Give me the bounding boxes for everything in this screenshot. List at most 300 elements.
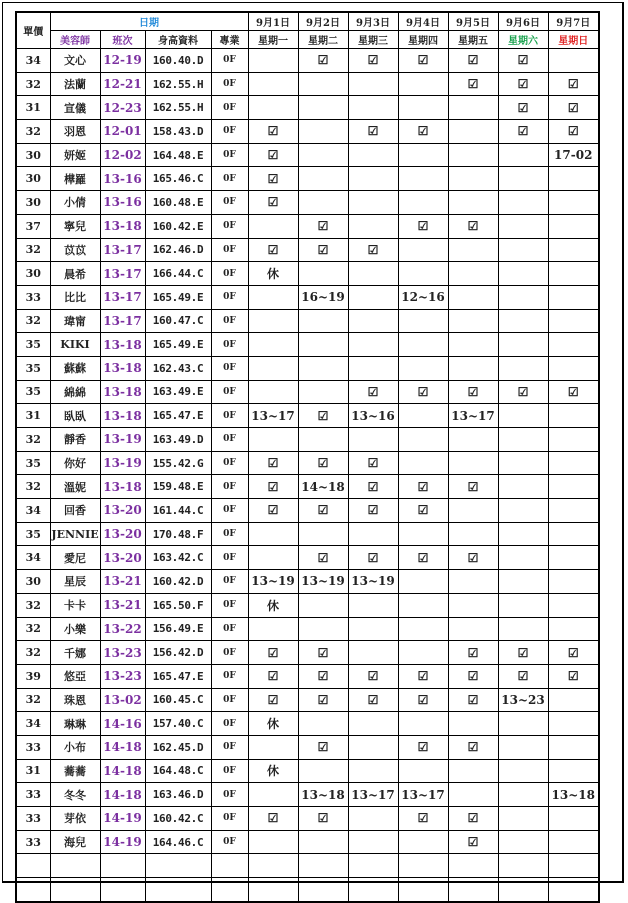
day-cell[interactable]	[548, 546, 599, 570]
day-cell[interactable]	[548, 214, 599, 238]
day-cell[interactable]	[298, 167, 348, 191]
checkbox-checked-icon[interactable]: ☑	[467, 479, 479, 494]
day-cell[interactable]	[398, 262, 448, 286]
day-cell[interactable]	[398, 522, 448, 546]
checkbox-checked-icon[interactable]: ☑	[567, 669, 579, 684]
day-cell[interactable]	[248, 878, 298, 902]
day-cell[interactable]	[248, 120, 298, 144]
checkbox-checked-icon[interactable]: ☑	[367, 503, 379, 518]
day-cell[interactable]	[548, 641, 599, 665]
checkbox-checked-icon[interactable]: ☑	[367, 242, 379, 257]
day-cell[interactable]	[398, 475, 448, 499]
day-cell[interactable]	[348, 712, 398, 736]
day-cell[interactable]	[298, 688, 348, 712]
checkbox-checked-icon[interactable]: ☑	[567, 124, 579, 139]
day-cell[interactable]	[548, 191, 599, 215]
day-cell[interactable]: 13~17	[398, 783, 448, 807]
day-cell[interactable]	[498, 522, 548, 546]
checkbox-checked-icon[interactable]: ☑	[367, 692, 379, 707]
day-cell[interactable]	[448, 759, 498, 783]
day-cell[interactable]	[248, 214, 298, 238]
day-cell[interactable]	[398, 688, 448, 712]
day-cell[interactable]: 13~23	[498, 688, 548, 712]
day-cell[interactable]	[448, 309, 498, 333]
checkbox-checked-icon[interactable]: ☑	[317, 219, 329, 234]
day-cell[interactable]	[298, 333, 348, 357]
day-cell[interactable]	[348, 475, 398, 499]
day-cell[interactable]	[348, 641, 398, 665]
day-cell[interactable]	[548, 72, 599, 96]
day-cell[interactable]	[498, 49, 548, 73]
checkbox-checked-icon[interactable]: ☑	[267, 503, 279, 518]
day-cell[interactable]	[498, 783, 548, 807]
day-cell[interactable]	[498, 878, 548, 902]
day-cell[interactable]	[548, 49, 599, 73]
day-cell[interactable]	[448, 143, 498, 167]
day-cell[interactable]	[348, 617, 398, 641]
day-cell[interactable]	[298, 380, 348, 404]
day-cell[interactable]	[398, 664, 448, 688]
checkbox-checked-icon[interactable]: ☑	[417, 124, 429, 139]
day-cell[interactable]: 休	[248, 593, 298, 617]
day-cell[interactable]	[248, 285, 298, 309]
day-cell[interactable]	[448, 238, 498, 262]
day-cell[interactable]	[398, 120, 448, 144]
day-cell[interactable]	[498, 120, 548, 144]
checkbox-checked-icon[interactable]: ☑	[467, 669, 479, 684]
checkbox-checked-icon[interactable]: ☑	[567, 645, 579, 660]
day-cell[interactable]	[548, 688, 599, 712]
day-cell[interactable]	[448, 712, 498, 736]
day-cell[interactable]	[298, 238, 348, 262]
day-cell[interactable]	[398, 428, 448, 452]
day-cell[interactable]	[348, 285, 398, 309]
day-cell[interactable]	[248, 617, 298, 641]
day-cell[interactable]	[248, 309, 298, 333]
day-cell[interactable]	[348, 72, 398, 96]
checkbox-checked-icon[interactable]: ☑	[367, 669, 379, 684]
day-cell[interactable]	[348, 830, 398, 854]
checkbox-checked-icon[interactable]: ☑	[367, 550, 379, 565]
day-cell[interactable]	[498, 380, 548, 404]
day-cell[interactable]	[398, 49, 448, 73]
day-cell[interactable]	[498, 735, 548, 759]
day-cell[interactable]	[398, 854, 448, 878]
checkbox-checked-icon[interactable]: ☑	[417, 384, 429, 399]
day-cell[interactable]	[548, 451, 599, 475]
day-cell[interactable]	[448, 214, 498, 238]
day-cell[interactable]	[248, 783, 298, 807]
day-cell[interactable]	[398, 380, 448, 404]
checkbox-checked-icon[interactable]: ☑	[417, 503, 429, 518]
checkbox-checked-icon[interactable]: ☑	[417, 479, 429, 494]
checkbox-checked-icon[interactable]: ☑	[467, 77, 479, 92]
day-cell[interactable]	[248, 451, 298, 475]
day-cell[interactable]	[248, 49, 298, 73]
checkbox-checked-icon[interactable]: ☑	[267, 242, 279, 257]
day-cell[interactable]	[448, 593, 498, 617]
checkbox-checked-icon[interactable]: ☑	[317, 456, 329, 471]
day-cell[interactable]	[548, 664, 599, 688]
checkbox-checked-icon[interactable]: ☑	[567, 384, 579, 399]
day-cell[interactable]	[498, 96, 548, 120]
day-cell[interactable]	[448, 262, 498, 286]
day-cell[interactable]	[448, 167, 498, 191]
day-cell[interactable]	[298, 735, 348, 759]
day-cell[interactable]	[398, 617, 448, 641]
day-cell[interactable]	[448, 120, 498, 144]
day-cell[interactable]	[498, 356, 548, 380]
checkbox-checked-icon[interactable]: ☑	[417, 669, 429, 684]
day-cell[interactable]	[448, 96, 498, 120]
day-cell[interactable]	[548, 333, 599, 357]
day-cell[interactable]	[348, 664, 398, 688]
day-cell[interactable]	[498, 617, 548, 641]
day-cell[interactable]	[398, 404, 448, 428]
day-cell[interactable]	[298, 759, 348, 783]
checkbox-checked-icon[interactable]: ☑	[567, 100, 579, 115]
checkbox-checked-icon[interactable]: ☑	[467, 550, 479, 565]
day-cell[interactable]	[298, 807, 348, 831]
day-cell[interactable]	[448, 735, 498, 759]
checkbox-checked-icon[interactable]: ☑	[467, 219, 479, 234]
day-cell[interactable]	[298, 451, 348, 475]
day-cell[interactable]	[348, 499, 398, 523]
day-cell[interactable]	[448, 72, 498, 96]
day-cell[interactable]: 休	[248, 262, 298, 286]
day-cell[interactable]	[448, 688, 498, 712]
day-cell[interactable]	[248, 522, 298, 546]
checkbox-checked-icon[interactable]: ☑	[317, 669, 329, 684]
checkbox-checked-icon[interactable]: ☑	[517, 124, 529, 139]
day-cell[interactable]	[348, 878, 398, 902]
checkbox-checked-icon[interactable]: ☑	[517, 645, 529, 660]
day-cell[interactable]: 13~17	[248, 404, 298, 428]
day-cell[interactable]: 13~17	[348, 783, 398, 807]
day-cell[interactable]	[498, 404, 548, 428]
day-cell[interactable]	[398, 830, 448, 854]
day-cell[interactable]	[548, 830, 599, 854]
day-cell[interactable]	[548, 759, 599, 783]
day-cell[interactable]	[548, 475, 599, 499]
day-cell[interactable]	[348, 807, 398, 831]
day-cell[interactable]	[298, 878, 348, 902]
checkbox-checked-icon[interactable]: ☑	[267, 669, 279, 684]
checkbox-checked-icon[interactable]: ☑	[467, 692, 479, 707]
day-cell[interactable]	[448, 475, 498, 499]
checkbox-checked-icon[interactable]: ☑	[267, 479, 279, 494]
day-cell[interactable]	[548, 617, 599, 641]
day-cell[interactable]	[298, 854, 348, 878]
checkbox-checked-icon[interactable]: ☑	[267, 171, 279, 186]
day-cell[interactable]	[548, 96, 599, 120]
day-cell[interactable]	[348, 688, 398, 712]
day-cell[interactable]	[498, 712, 548, 736]
day-cell[interactable]	[398, 451, 448, 475]
checkbox-checked-icon[interactable]: ☑	[267, 645, 279, 660]
day-cell[interactable]	[298, 641, 348, 665]
checkbox-checked-icon[interactable]: ☑	[517, 669, 529, 684]
day-cell[interactable]	[498, 238, 548, 262]
day-cell[interactable]	[398, 878, 448, 902]
day-cell[interactable]	[398, 499, 448, 523]
checkbox-checked-icon[interactable]: ☑	[367, 479, 379, 494]
day-cell[interactable]	[448, 499, 498, 523]
day-cell[interactable]	[548, 593, 599, 617]
day-cell[interactable]	[548, 356, 599, 380]
checkbox-checked-icon[interactable]: ☑	[417, 811, 429, 826]
day-cell[interactable]	[298, 522, 348, 546]
day-cell[interactable]	[498, 214, 548, 238]
day-cell[interactable]	[298, 546, 348, 570]
day-cell[interactable]: 休	[248, 712, 298, 736]
day-cell[interactable]	[448, 333, 498, 357]
checkbox-checked-icon[interactable]: ☑	[467, 740, 479, 755]
day-cell[interactable]	[448, 664, 498, 688]
day-cell[interactable]	[248, 356, 298, 380]
day-cell[interactable]	[548, 807, 599, 831]
day-cell[interactable]	[398, 167, 448, 191]
day-cell[interactable]	[348, 262, 398, 286]
day-cell[interactable]	[248, 854, 298, 878]
day-cell[interactable]	[348, 854, 398, 878]
day-cell[interactable]: 12~16	[398, 285, 448, 309]
checkbox-checked-icon[interactable]: ☑	[267, 456, 279, 471]
day-cell[interactable]	[498, 546, 548, 570]
day-cell[interactable]	[498, 72, 548, 96]
day-cell[interactable]	[548, 120, 599, 144]
day-cell[interactable]	[348, 214, 398, 238]
day-cell[interactable]	[498, 451, 548, 475]
day-cell[interactable]	[398, 570, 448, 594]
day-cell[interactable]	[548, 878, 599, 902]
day-cell[interactable]	[398, 333, 448, 357]
day-cell[interactable]: 13~18	[298, 783, 348, 807]
day-cell[interactable]	[548, 712, 599, 736]
day-cell[interactable]	[498, 285, 548, 309]
day-cell[interactable]	[398, 143, 448, 167]
checkbox-checked-icon[interactable]: ☑	[367, 456, 379, 471]
checkbox-checked-icon[interactable]: ☑	[267, 148, 279, 163]
day-cell[interactable]	[248, 546, 298, 570]
day-cell[interactable]	[298, 593, 348, 617]
day-cell[interactable]	[548, 854, 599, 878]
day-cell[interactable]	[348, 238, 398, 262]
day-cell[interactable]	[548, 499, 599, 523]
day-cell[interactable]	[348, 356, 398, 380]
day-cell[interactable]	[298, 830, 348, 854]
day-cell[interactable]	[548, 522, 599, 546]
day-cell[interactable]	[348, 428, 398, 452]
checkbox-checked-icon[interactable]: ☑	[567, 77, 579, 92]
day-cell[interactable]	[248, 664, 298, 688]
day-cell[interactable]	[448, 570, 498, 594]
day-cell[interactable]	[398, 546, 448, 570]
day-cell[interactable]	[348, 593, 398, 617]
day-cell[interactable]	[398, 96, 448, 120]
day-cell[interactable]	[248, 333, 298, 357]
day-cell[interactable]: 13~19	[298, 570, 348, 594]
day-cell[interactable]	[498, 759, 548, 783]
day-cell[interactable]	[298, 499, 348, 523]
day-cell[interactable]	[348, 96, 398, 120]
day-cell[interactable]	[548, 570, 599, 594]
day-cell[interactable]	[348, 191, 398, 215]
day-cell[interactable]	[298, 356, 348, 380]
day-cell[interactable]: 17-02	[548, 143, 599, 167]
day-cell[interactable]	[448, 285, 498, 309]
day-cell[interactable]	[348, 333, 398, 357]
day-cell[interactable]	[248, 191, 298, 215]
checkbox-checked-icon[interactable]: ☑	[267, 195, 279, 210]
checkbox-checked-icon[interactable]: ☑	[317, 408, 329, 423]
checkbox-checked-icon[interactable]: ☑	[417, 740, 429, 755]
day-cell[interactable]	[548, 404, 599, 428]
day-cell[interactable]	[448, 878, 498, 902]
day-cell[interactable]	[448, 783, 498, 807]
day-cell[interactable]	[448, 546, 498, 570]
checkbox-checked-icon[interactable]: ☑	[317, 645, 329, 660]
day-cell[interactable]	[448, 49, 498, 73]
checkbox-checked-icon[interactable]: ☑	[317, 242, 329, 257]
day-cell[interactable]	[398, 735, 448, 759]
day-cell[interactable]	[348, 120, 398, 144]
checkbox-checked-icon[interactable]: ☑	[267, 124, 279, 139]
day-cell[interactable]: 13~19	[248, 570, 298, 594]
checkbox-checked-icon[interactable]: ☑	[317, 503, 329, 518]
day-cell[interactable]	[548, 428, 599, 452]
day-cell[interactable]	[248, 238, 298, 262]
day-cell[interactable]	[398, 593, 448, 617]
checkbox-checked-icon[interactable]: ☑	[467, 53, 479, 68]
checkbox-checked-icon[interactable]: ☑	[317, 53, 329, 68]
checkbox-checked-icon[interactable]: ☑	[467, 384, 479, 399]
day-cell[interactable]	[498, 499, 548, 523]
checkbox-checked-icon[interactable]: ☑	[517, 53, 529, 68]
day-cell[interactable]	[348, 522, 398, 546]
day-cell[interactable]	[448, 641, 498, 665]
checkbox-checked-icon[interactable]: ☑	[417, 550, 429, 565]
day-cell[interactable]	[498, 262, 548, 286]
day-cell[interactable]: 13~17	[448, 404, 498, 428]
checkbox-checked-icon[interactable]: ☑	[517, 384, 529, 399]
day-cell[interactable]	[498, 664, 548, 688]
day-cell[interactable]: 13~18	[548, 783, 599, 807]
day-cell[interactable]	[398, 238, 448, 262]
checkbox-checked-icon[interactable]: ☑	[367, 53, 379, 68]
checkbox-checked-icon[interactable]: ☑	[317, 692, 329, 707]
checkbox-checked-icon[interactable]: ☑	[317, 740, 329, 755]
checkbox-checked-icon[interactable]: ☑	[267, 811, 279, 826]
checkbox-checked-icon[interactable]: ☑	[417, 53, 429, 68]
day-cell[interactable]	[398, 309, 448, 333]
checkbox-checked-icon[interactable]: ☑	[367, 384, 379, 399]
day-cell[interactable]	[448, 617, 498, 641]
day-cell[interactable]	[398, 759, 448, 783]
day-cell[interactable]	[298, 72, 348, 96]
day-cell[interactable]	[448, 830, 498, 854]
day-cell[interactable]	[298, 712, 348, 736]
day-cell[interactable]	[298, 96, 348, 120]
checkbox-checked-icon[interactable]: ☑	[317, 550, 329, 565]
checkbox-checked-icon[interactable]: ☑	[267, 692, 279, 707]
day-cell[interactable]	[298, 120, 348, 144]
day-cell[interactable]	[398, 356, 448, 380]
day-cell[interactable]	[498, 428, 548, 452]
day-cell[interactable]	[548, 167, 599, 191]
day-cell[interactable]: 16~19	[298, 285, 348, 309]
day-cell[interactable]	[298, 49, 348, 73]
day-cell[interactable]	[498, 309, 548, 333]
day-cell[interactable]	[298, 664, 348, 688]
day-cell[interactable]	[298, 143, 348, 167]
day-cell[interactable]	[548, 309, 599, 333]
day-cell[interactable]	[448, 191, 498, 215]
day-cell[interactable]	[348, 546, 398, 570]
day-cell[interactable]	[348, 451, 398, 475]
day-cell[interactable]	[498, 475, 548, 499]
day-cell[interactable]	[348, 309, 398, 333]
day-cell[interactable]	[498, 807, 548, 831]
checkbox-checked-icon[interactable]: ☑	[417, 692, 429, 707]
day-cell[interactable]	[448, 428, 498, 452]
day-cell[interactable]	[498, 143, 548, 167]
day-cell[interactable]	[298, 214, 348, 238]
checkbox-checked-icon[interactable]: ☑	[317, 811, 329, 826]
day-cell[interactable]	[298, 262, 348, 286]
day-cell[interactable]	[298, 309, 348, 333]
day-cell[interactable]	[448, 380, 498, 404]
day-cell[interactable]	[498, 570, 548, 594]
checkbox-checked-icon[interactable]: ☑	[467, 811, 479, 826]
day-cell[interactable]	[498, 641, 548, 665]
day-cell[interactable]	[398, 712, 448, 736]
day-cell[interactable]	[498, 593, 548, 617]
day-cell[interactable]	[298, 428, 348, 452]
day-cell[interactable]	[448, 807, 498, 831]
day-cell[interactable]	[398, 191, 448, 215]
day-cell[interactable]	[298, 191, 348, 215]
day-cell[interactable]: 13~19	[348, 570, 398, 594]
day-cell[interactable]	[248, 167, 298, 191]
checkbox-checked-icon[interactable]: ☑	[367, 124, 379, 139]
day-cell[interactable]	[498, 333, 548, 357]
day-cell[interactable]	[248, 380, 298, 404]
day-cell[interactable]	[248, 807, 298, 831]
day-cell[interactable]	[448, 854, 498, 878]
day-cell[interactable]	[548, 262, 599, 286]
day-cell[interactable]	[398, 807, 448, 831]
day-cell[interactable]	[348, 143, 398, 167]
day-cell[interactable]	[348, 167, 398, 191]
day-cell[interactable]	[398, 214, 448, 238]
day-cell[interactable]: 14~18	[298, 475, 348, 499]
checkbox-checked-icon[interactable]: ☑	[517, 77, 529, 92]
day-cell[interactable]	[248, 428, 298, 452]
day-cell[interactable]	[498, 854, 548, 878]
day-cell[interactable]	[548, 285, 599, 309]
day-cell[interactable]	[448, 451, 498, 475]
day-cell[interactable]	[348, 380, 398, 404]
day-cell[interactable]	[348, 49, 398, 73]
day-cell[interactable]	[348, 735, 398, 759]
day-cell[interactable]	[298, 617, 348, 641]
day-cell[interactable]	[548, 735, 599, 759]
day-cell[interactable]	[298, 404, 348, 428]
day-cell[interactable]	[248, 688, 298, 712]
day-cell[interactable]	[248, 475, 298, 499]
day-cell[interactable]	[448, 522, 498, 546]
